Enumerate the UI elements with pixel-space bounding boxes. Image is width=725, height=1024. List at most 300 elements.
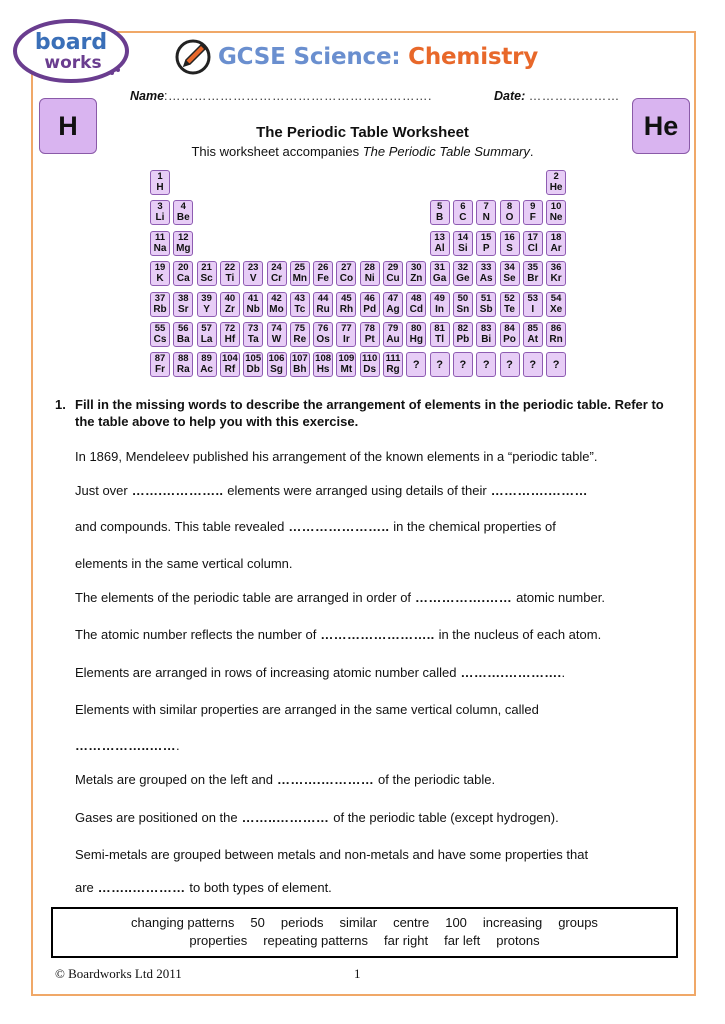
- element-cell: [523, 231, 543, 256]
- line-text: .: [175, 738, 180, 753]
- atomic-number: 47: [387, 292, 399, 304]
- element-cell: [523, 200, 543, 225]
- element-symbol: Ar: [550, 242, 562, 254]
- element-symbol: Rh: [339, 303, 354, 315]
- atomic-number: 11: [154, 231, 166, 243]
- atomic-number: 34: [504, 262, 515, 274]
- element-symbol: Ti: [225, 273, 235, 285]
- element-cell: [150, 292, 170, 317]
- element-cell: [220, 322, 240, 347]
- atomic-number: 20: [178, 262, 189, 274]
- element-symbol: ?: [529, 359, 537, 372]
- atomic-number: 55: [154, 323, 166, 334]
- element-cell: [430, 352, 450, 377]
- atomic-number: 5: [436, 201, 443, 213]
- element-cell: [290, 352, 310, 377]
- element-symbol: ?: [552, 359, 560, 372]
- word-bank-item: centre: [393, 915, 430, 930]
- atomic-number: 41: [247, 292, 259, 304]
- line-text: elements were arranged using details of their: [227, 483, 487, 498]
- blank-9[interactable]: ……..…………: [241, 810, 330, 825]
- text-line-10: [75, 772, 495, 787]
- element-symbol: Cl: [527, 242, 538, 254]
- element-cell: [500, 200, 520, 225]
- atomic-number: 77: [341, 323, 352, 334]
- text-line-7: [75, 665, 565, 680]
- element-cell: [173, 292, 193, 317]
- element-cell: [430, 200, 450, 225]
- element-symbol: B: [435, 212, 444, 224]
- element-symbol: Si: [458, 242, 468, 254]
- element-cell: [267, 292, 287, 317]
- line-text: and compounds. This table revealed: [75, 519, 285, 534]
- element-cell: [476, 231, 496, 256]
- element-symbol: Ge: [456, 273, 470, 285]
- blank-1[interactable]: …….…………..: [131, 483, 224, 498]
- atomic-number: 81: [434, 323, 445, 334]
- element-symbol: Ba: [176, 334, 190, 345]
- atomic-number: 42: [271, 292, 282, 304]
- logo-bottom-text: works: [44, 53, 102, 73]
- copyright: © Boardworks Ltd 2011: [55, 966, 182, 981]
- element-symbol: C: [459, 212, 467, 224]
- hydrogen-tile: H: [39, 98, 97, 154]
- element-cell: [173, 261, 193, 286]
- atomic-number: 33: [480, 262, 492, 274]
- element-cell: [523, 292, 543, 317]
- atomic-number: 87: [154, 353, 166, 365]
- atomic-number: 32: [457, 262, 469, 274]
- line-text: are: [75, 880, 94, 895]
- atomic-number: 21: [201, 262, 212, 274]
- element-symbol: Sr: [178, 303, 189, 315]
- question-text: Fill in the missing words to describe the arrangement of elements in the periodic table. Refer to the table above to help you with this exercise.: [75, 397, 664, 429]
- element-symbol: Na: [153, 242, 167, 254]
- element-cell: [220, 261, 240, 286]
- blank-7[interactable]: ……………..……: [75, 738, 176, 753]
- element-cell: [453, 261, 473, 286]
- element-cell: [500, 231, 520, 256]
- atomic-number: 105: [245, 353, 262, 365]
- word-bank-row-2: [53, 933, 676, 948]
- atomic-number: 9: [530, 201, 536, 213]
- page-number: 1: [354, 966, 361, 981]
- element-symbol: P: [482, 242, 490, 254]
- atomic-number: 25: [294, 262, 306, 274]
- element-symbol: Te: [504, 303, 515, 315]
- element-cell: [290, 261, 310, 286]
- date-label: Date:: [494, 89, 526, 103]
- subtitle-italic: The Periodic Table Summary: [362, 144, 530, 159]
- line-text: Metals are grouped on the left and: [75, 772, 274, 787]
- element-cell: [430, 261, 450, 286]
- element-cell: [546, 352, 566, 377]
- element-symbol: Hs: [316, 364, 330, 376]
- element-cell: [243, 322, 263, 347]
- element-symbol: Zr: [224, 303, 235, 315]
- element-cell: [406, 292, 426, 317]
- element-cell: [360, 292, 380, 317]
- element-symbol: Ds: [363, 364, 377, 376]
- element-symbol: Cu: [386, 273, 400, 285]
- atomic-number: 14: [457, 231, 469, 243]
- atomic-number: 2: [553, 171, 559, 182]
- subtitle-suffix: .: [529, 144, 534, 159]
- element-cell: [313, 352, 333, 377]
- atomic-number: 22: [224, 262, 236, 274]
- line-text: Gases are positioned on the: [75, 810, 238, 825]
- element-symbol: ?: [436, 359, 443, 372]
- element-symbol: Rf: [224, 364, 236, 376]
- element-symbol: ?: [482, 359, 490, 372]
- element-symbol: In: [435, 303, 445, 315]
- element-cell: [523, 352, 543, 377]
- element-cell: [500, 352, 520, 377]
- word-bank-item: protons: [496, 933, 540, 948]
- blank-4[interactable]: …………….……: [415, 590, 513, 605]
- line-text: Elements with similar properties are arranged in the same vertical column, called: [75, 702, 539, 717]
- element-symbol: As: [479, 273, 493, 285]
- element-cell: [453, 200, 473, 225]
- element-symbol: Li: [155, 212, 165, 224]
- atomic-number: 56: [178, 323, 189, 334]
- element-symbol: Pt: [364, 334, 375, 345]
- element-cell: [546, 200, 566, 225]
- brand-subject: Chemistry: [408, 44, 539, 70]
- element-symbol: Sb: [479, 303, 493, 315]
- element-symbol: Ca: [176, 273, 190, 285]
- atomic-number: 37: [154, 292, 166, 304]
- element-symbol: At: [527, 334, 539, 345]
- element-symbol: Xe: [549, 303, 563, 315]
- word-bank-item: 50: [250, 915, 265, 930]
- element-symbol: Tl: [435, 334, 445, 345]
- text-line-13: [75, 880, 332, 895]
- element-cell: [383, 322, 403, 347]
- atomic-number: 82: [457, 323, 469, 334]
- blank-10[interactable]: ……..…………: [97, 880, 186, 895]
- line-text: The elements of the periodic table are arranged in order of: [75, 590, 412, 605]
- element-symbol: Co: [339, 273, 354, 285]
- element-symbol: Zn: [410, 273, 423, 285]
- element-symbol: La: [200, 334, 213, 345]
- word-bank-item: increasing: [482, 915, 543, 930]
- word-bank-item: repeating patterns: [263, 933, 369, 948]
- text-line-11: [75, 810, 559, 825]
- element-cell: [476, 292, 496, 317]
- word-bank-item: far right: [384, 933, 429, 948]
- blank-2[interactable]: ………….………: [490, 483, 588, 498]
- atomic-number: 106: [268, 353, 285, 365]
- element-cell: [197, 352, 217, 377]
- element-symbol: Ag: [386, 303, 400, 315]
- element-cell: [150, 200, 170, 225]
- atomic-number: 26: [317, 262, 329, 274]
- element-cell: [220, 292, 240, 317]
- blank-6[interactable]: ……….………….: [460, 665, 562, 680]
- element-cell: [383, 352, 403, 377]
- helium-tile: He: [632, 98, 690, 154]
- element-cell: [173, 352, 193, 377]
- atomic-number: 31: [434, 262, 445, 274]
- name-field[interactable]: [130, 89, 432, 103]
- line-text: to both types of element.: [189, 880, 332, 895]
- element-symbol: Sc: [200, 273, 213, 285]
- element-cell: [220, 352, 240, 377]
- element-symbol: Ne: [549, 212, 563, 224]
- element-symbol: S: [506, 242, 513, 254]
- element-symbol: Ni: [364, 273, 375, 285]
- element-symbol: ?: [506, 359, 513, 372]
- element-cell: [523, 322, 543, 347]
- atomic-number: 45: [341, 292, 352, 304]
- element-cell: [546, 322, 566, 347]
- element-cell: [173, 322, 193, 347]
- element-symbol: Br: [527, 273, 539, 285]
- element-cell: [406, 261, 426, 286]
- word-bank-row-1: [53, 915, 676, 930]
- element-symbol: N: [482, 212, 490, 224]
- element-cell: [267, 322, 287, 347]
- atomic-number: 27: [341, 262, 352, 274]
- atomic-number: 86: [550, 323, 562, 334]
- name-dots: :…………………………………………………….: [164, 89, 432, 103]
- line-text: Semi-metals are grouped between metals and non-metals and have some properties that: [75, 847, 589, 862]
- line-text: elements in the same vertical column.: [75, 556, 293, 571]
- atomic-number: 111: [385, 353, 401, 365]
- element-cell: [383, 292, 403, 317]
- element-symbol: V: [249, 273, 257, 285]
- atomic-number: 109: [338, 353, 355, 365]
- worksheet-subtitle: [0, 144, 725, 159]
- atomic-number: 83: [480, 323, 492, 334]
- element-symbol: Ta: [247, 334, 259, 345]
- element-cell: [500, 261, 520, 286]
- atomic-number: 85: [527, 323, 539, 334]
- atomic-number: 74: [271, 323, 282, 334]
- blank-3[interactable]: …………………..: [288, 519, 390, 534]
- atomic-number: 52: [504, 292, 515, 304]
- line-text: atomic number.: [516, 590, 605, 605]
- element-cell: [453, 292, 473, 317]
- atomic-number: 43: [294, 292, 306, 304]
- element-cell: [150, 261, 170, 286]
- element-symbol: Fr: [155, 364, 165, 376]
- element-cell: [336, 261, 356, 286]
- element-cell: [476, 352, 496, 377]
- element-cell: [430, 292, 450, 317]
- element-symbol: Pb: [456, 334, 470, 345]
- atomic-number: 3: [157, 201, 163, 213]
- element-symbol: Y: [203, 303, 210, 315]
- atomic-number: 15: [480, 231, 492, 243]
- element-symbol: Mo: [269, 303, 284, 315]
- atomic-number: 39: [201, 292, 212, 304]
- line-text: The atomic number reflects the number of: [75, 627, 317, 642]
- element-symbol: H: [156, 182, 164, 193]
- element-symbol: Rg: [386, 364, 400, 376]
- element-cell: [500, 292, 520, 317]
- element-symbol: ?: [412, 359, 420, 372]
- element-cell: [500, 322, 520, 347]
- line-text: Elements are arranged in rows of increasing atomic number called: [75, 665, 457, 680]
- element-cell: [150, 231, 170, 256]
- course-title: [174, 35, 538, 79]
- boardworks-logo: [12, 18, 130, 84]
- element-cell: [476, 322, 496, 347]
- atomic-number: 54: [550, 292, 562, 304]
- atomic-number: 16: [504, 231, 515, 243]
- element-cell: [290, 292, 310, 317]
- word-bank-item: far left: [444, 933, 481, 948]
- atomic-number: 4: [180, 201, 186, 213]
- element-symbol: F: [529, 212, 536, 224]
- element-cell: [336, 322, 356, 347]
- atomic-number: 49: [434, 292, 445, 304]
- atomic-number: 76: [317, 323, 329, 334]
- atomic-number: 35: [527, 262, 539, 274]
- element-cell: [360, 322, 380, 347]
- atomic-number: 51: [480, 292, 492, 304]
- atomic-number: 36: [550, 262, 562, 274]
- element-cell: [267, 352, 287, 377]
- element-symbol: Ac: [200, 364, 213, 376]
- text-line-9: [75, 738, 180, 753]
- element-cell: [150, 322, 170, 347]
- atomic-number: 104: [221, 353, 238, 365]
- element-cell: [430, 231, 450, 256]
- atomic-number: 8: [506, 201, 513, 213]
- element-symbol: Ir: [343, 334, 350, 345]
- element-cell: [453, 231, 473, 256]
- line-text: in the nucleus of each atom.: [438, 627, 602, 642]
- text-line-6: [75, 627, 601, 642]
- element-cell: [523, 261, 543, 286]
- element-cell: [453, 322, 473, 347]
- atomic-number: 28: [364, 262, 375, 274]
- atomic-number: 48: [411, 292, 422, 304]
- element-symbol: Cs: [153, 334, 167, 345]
- element-cell: [453, 352, 473, 377]
- word-bank-item: changing patterns: [131, 915, 235, 930]
- element-cell: [150, 170, 170, 195]
- element-symbol: Hf: [224, 334, 236, 345]
- element-cell: [360, 261, 380, 286]
- blank-5[interactable]: ……………………..: [320, 627, 435, 642]
- element-cell: [243, 292, 263, 317]
- date-dots: …………………: [528, 89, 620, 103]
- brand-gcse: GCSE Science:: [218, 44, 401, 70]
- line-text: in the chemical properties of: [393, 519, 556, 534]
- line-text: Just over: [75, 483, 128, 498]
- element-symbol: Al: [434, 242, 445, 254]
- element-symbol: O: [505, 212, 514, 224]
- element-symbol: Tc: [294, 303, 306, 315]
- element-symbol: Re: [293, 334, 307, 345]
- element-symbol: ?: [459, 359, 467, 372]
- element-cell: [430, 322, 450, 347]
- element-symbol: Cr: [270, 273, 283, 285]
- date-field[interactable]: [494, 89, 620, 103]
- line-text: .: [561, 665, 566, 680]
- element-symbol: Nb: [246, 303, 260, 315]
- atomic-number: 50: [457, 292, 469, 304]
- atomic-number: 7: [483, 201, 489, 213]
- element-cell: [197, 261, 217, 286]
- atomic-number: 6: [460, 201, 466, 213]
- word-bank: [51, 907, 678, 958]
- atomic-number: 12: [178, 231, 189, 243]
- element-symbol: Rb: [153, 303, 167, 315]
- atomic-number: 53: [527, 292, 539, 304]
- element-symbol: Be: [176, 212, 190, 224]
- atomic-number: 19: [154, 262, 166, 274]
- element-cell: [406, 352, 426, 377]
- element-cell: [336, 352, 356, 377]
- element-symbol: I: [531, 303, 535, 315]
- element-symbol: Fe: [317, 273, 329, 285]
- element-cell: [313, 322, 333, 347]
- element-cell: [336, 292, 356, 317]
- line-text: of the periodic table.: [378, 772, 496, 787]
- atomic-number: 40: [224, 292, 236, 304]
- atomic-number: 88: [178, 353, 189, 365]
- element-cell: [173, 200, 193, 225]
- element-symbol: Mn: [292, 273, 308, 285]
- element-cell: [173, 231, 193, 256]
- word-bank-item: properties: [189, 933, 248, 948]
- atomic-number: 89: [201, 353, 212, 365]
- element-symbol: Ga: [432, 273, 447, 285]
- atomic-number: 38: [178, 292, 189, 304]
- element-symbol: Kr: [550, 273, 562, 285]
- line-text: In 1869, Mendeleev published his arrangement of the known elements in a “periodic table”.: [75, 449, 598, 464]
- word-bank-item: groups: [558, 915, 598, 930]
- atomic-number: 29: [387, 262, 399, 274]
- element-cell: [197, 292, 217, 317]
- question-1: [55, 396, 665, 430]
- atomic-number: 18: [550, 231, 562, 243]
- atomic-number: 30: [411, 262, 422, 274]
- atomic-number: 44: [317, 292, 329, 304]
- atomic-number: 108: [315, 353, 332, 365]
- line-text: of the periodic table (except hydrogen).: [333, 810, 559, 825]
- text-line-4: [75, 556, 292, 571]
- element-symbol: Mt: [340, 364, 353, 376]
- atomic-number: 75: [294, 323, 306, 334]
- atomic-number: 17: [527, 231, 539, 243]
- element-symbol: Au: [386, 334, 400, 345]
- element-symbol: Se: [503, 273, 516, 285]
- text-line-1: [75, 449, 597, 464]
- element-symbol: K: [156, 273, 164, 285]
- element-cell: [476, 200, 496, 225]
- element-symbol: Ru: [316, 303, 330, 315]
- element-cell: [150, 352, 170, 377]
- worksheet-title: The Periodic Table Worksheet: [256, 124, 469, 141]
- atomic-number: 10: [550, 201, 562, 213]
- word-bank-item: similar: [339, 915, 378, 930]
- element-cell: [476, 261, 496, 286]
- element-symbol: Bi: [481, 334, 492, 345]
- text-line-5: [75, 590, 605, 605]
- element-cell: [383, 261, 403, 286]
- element-symbol: Sg: [270, 364, 283, 376]
- blank-8[interactable]: ……….…………: [277, 772, 375, 787]
- atomic-number: 107: [291, 353, 308, 365]
- element-symbol: Os: [316, 334, 330, 345]
- element-cell: [546, 261, 566, 286]
